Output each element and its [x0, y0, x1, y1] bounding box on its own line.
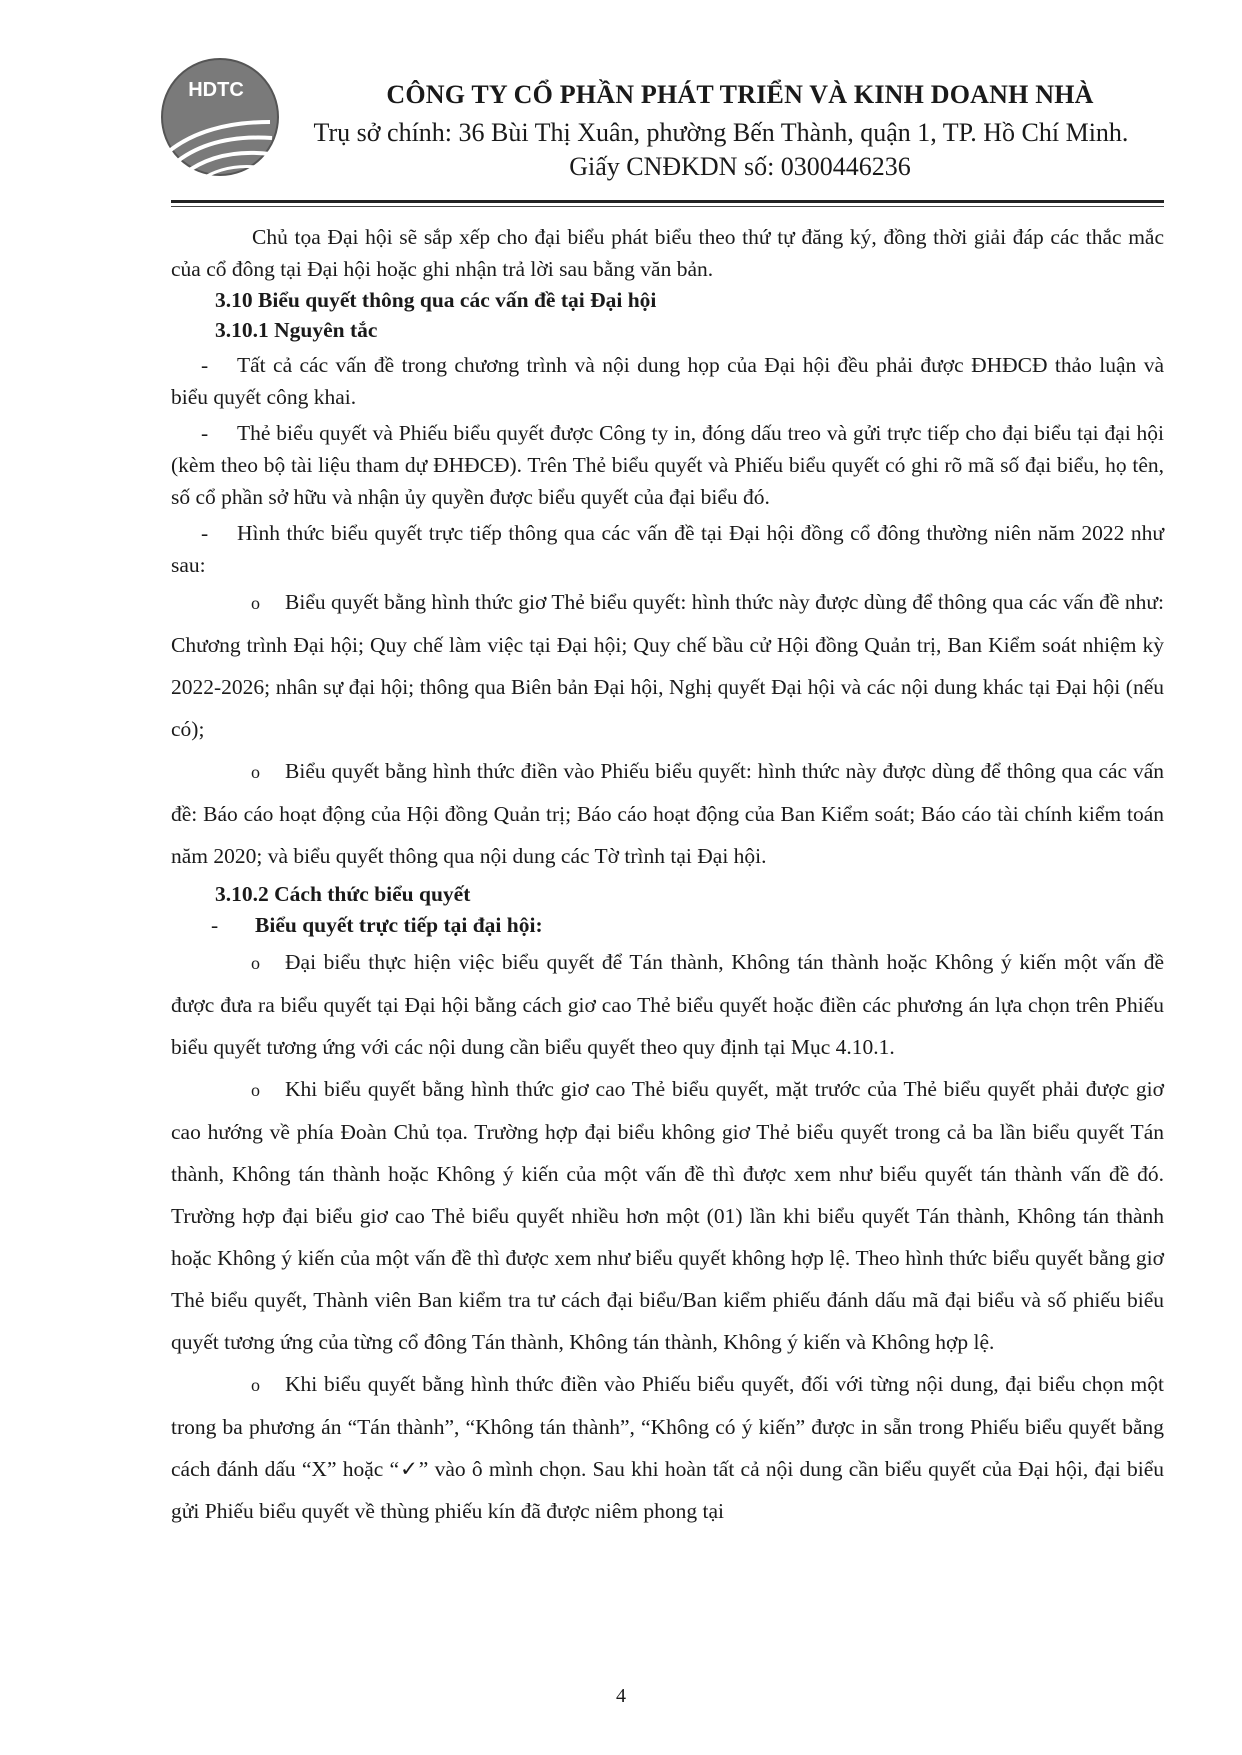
dash-item-text: Hình thức biểu quyết trực tiếp thông qua các vấn đề tại Đại hội đồng cổ đông thường niên năm 2022 như sau: — [171, 521, 1164, 577]
dash-item-text: Thẻ biểu quyết và Phiếu biểu quyết được Công ty in, đóng dấu treo và gửi trực tiếp cho đại biểu tại đại hội (kèm theo bộ tài liệu tham dự ĐHĐCĐ). Trên Thẻ biểu quyết và Phiếu biểu quyết có ghi rõ mã số đại biểu, họ tên, số cổ phần sở hữu và nhận ủy quyền được biểu quyết của đại biểu đó. — [171, 421, 1164, 509]
paragraph: Chủ tọa Đại hội sẽ sắp xếp cho đại biểu phát biểu theo thứ tự đăng ký, đồng thời giải đáp các thắc mắc của cổ đông tại Đại hội hoặc ghi nhận trả lời sau bằng văn bản. — [171, 225, 1164, 281]
bullet-item — [171, 1363, 1164, 1532]
bullet-item — [171, 750, 1164, 877]
header-rule — [171, 200, 1164, 203]
bullet-item-text: Biểu quyết bằng hình thức giơ Thẻ biểu quyết: hình thức này được dùng để thông qua các vấn đề như: Chương trình Đại hội; Quy chế làm việc tại Đại hội; Quy chế bầu cử Hội đồng Quản trị, Ban Kiểm soát nhiệm kỳ 2022-2026; nhân sự đại hội; thông qua Biên bản Đại hội, Nghị quyết Đại hội và các nội dung khác tại Đại hội (nếu có); — [171, 590, 1164, 741]
bullet-item-text: Biểu quyết bằng hình thức điền vào Phiếu biểu quyết: hình thức này được dùng để thông qua các vấn đề: Báo cáo hoạt động của Hội đồng Quản trị; Báo cáo hoạt động của Ban Kiểm soát; Báo cáo tài chính kiểm toán năm 2020; và biểu quyết thông qua nội dung các Tờ trình tại Đại hội. — [171, 759, 1164, 868]
page-number: 4 — [616, 1685, 626, 1707]
dash-marker: - — [201, 353, 209, 377]
section-heading-3-10-1: 3.10.1 Nguyên tắc — [215, 318, 378, 342]
bullet-marker: o — [251, 762, 260, 782]
dash-item — [171, 417, 1164, 513]
section-heading-3-10-2: 3.10.2 Cách thức biểu quyết — [215, 882, 471, 906]
company-address: Trụ sở chính: 36 Bùi Thị Xuân, phường Bến Thành, quận 1, TP. Hồ Chí Minh. — [313, 118, 1129, 147]
dash-item — [171, 349, 1164, 413]
bullet-item — [171, 941, 1164, 1068]
bullet-marker: o — [251, 953, 260, 973]
subheading-direct-vote — [171, 909, 1164, 941]
dash-item-text: Tất cả các vấn đề trong chương trình và nội dung họp của Đại hội đều phải được ĐHĐCĐ thảo luận và biểu quyết công khai. — [171, 353, 1164, 409]
dash-marker: - — [201, 421, 209, 445]
dash-marker: - — [211, 913, 219, 937]
bullet-item-text: Khi biểu quyết bằng hình thức điền vào Phiếu biểu quyết, đối với từng nội dung, đại biểu chọn một trong ba phương án “Tán thành”, “Không tán thành”, “Không có ý kiến” được in sẵn trong Phiếu biểu quyết bằng cách đánh dấu “X” hoặc “✓” vào ô mình chọn. Sau khi hoàn tất cả nội dung cần biểu quyết của Đại hội, đại biểu gửi Phiếu biểu quyết về thùng phiếu kín đã được niêm phong tại — [171, 1372, 1164, 1523]
section-heading-3-10: 3.10 Biểu quyết thông qua các vấn đề tại Đại hội — [215, 288, 657, 312]
bullet-item — [171, 581, 1164, 750]
company-logo-icon — [160, 52, 280, 182]
bullet-item-text: Đại biểu thực hiện việc biểu quyết để Tán thành, Không tán thành hoặc Không ý kiến một vấn đề được đưa ra biểu quyết tại Đại hội bằng cách giơ cao Thẻ biểu quyết hoặc điền các phương án lựa chọn trên Phiếu biểu quyết tương ứng với các nội dung cần biểu quyết theo quy định tại Mục 4.10.1. — [171, 950, 1164, 1059]
bullet-marker: o — [251, 1375, 260, 1395]
letterhead — [0, 0, 1242, 210]
dash-marker: - — [201, 521, 209, 545]
subheading-text: Biểu quyết trực tiếp tại đại hội: — [255, 913, 543, 937]
bullet-marker: o — [251, 1080, 260, 1100]
header-rule-thin — [171, 206, 1164, 207]
company-name: CÔNG TY CỔ PHẦN PHÁT TRIỂN VÀ KINH DOANH NHÀ — [386, 80, 1094, 109]
logo-text: HDTC — [188, 79, 244, 101]
business-license: Giấy CNĐKDN số: 0300446236 — [569, 152, 911, 181]
document-body — [171, 221, 1164, 1532]
bullet-item-text: Khi biểu quyết bằng hình thức giơ cao Thẻ biểu quyết, mặt trước của Thẻ biểu quyết phải được giơ cao hướng về phía Đoàn Chủ tọa. Trường hợp đại biểu không giơ Thẻ biểu quyết trong cả ba lần biểu quyết Tán thành, Không tán thành hoặc Không ý kiến của một vấn đề thì được xem như biểu quyết tán thành vấn đề đó. Trường hợp đại biểu giơ cao Thẻ biểu quyết nhiều hơn một (01) lần khi biểu quyết Tán thành, Không tán thành hoặc Không ý kiến của một vấn đề thì được xem như biểu quyết không hợp lệ. Theo hình thức biểu quyết bằng giơ Thẻ biểu quyết, Thành viên Ban kiểm tra tư cách đại biểu/Ban kiểm phiếu đánh dấu mã đại biểu và số phiếu biểu quyết tương ứng của từng cổ đông Tán thành, Không tán thành, Không ý kiến và Không hợp lệ. — [171, 1077, 1164, 1354]
bullet-item — [171, 1068, 1164, 1363]
bullet-marker: o — [251, 593, 260, 613]
dash-item — [171, 517, 1164, 581]
